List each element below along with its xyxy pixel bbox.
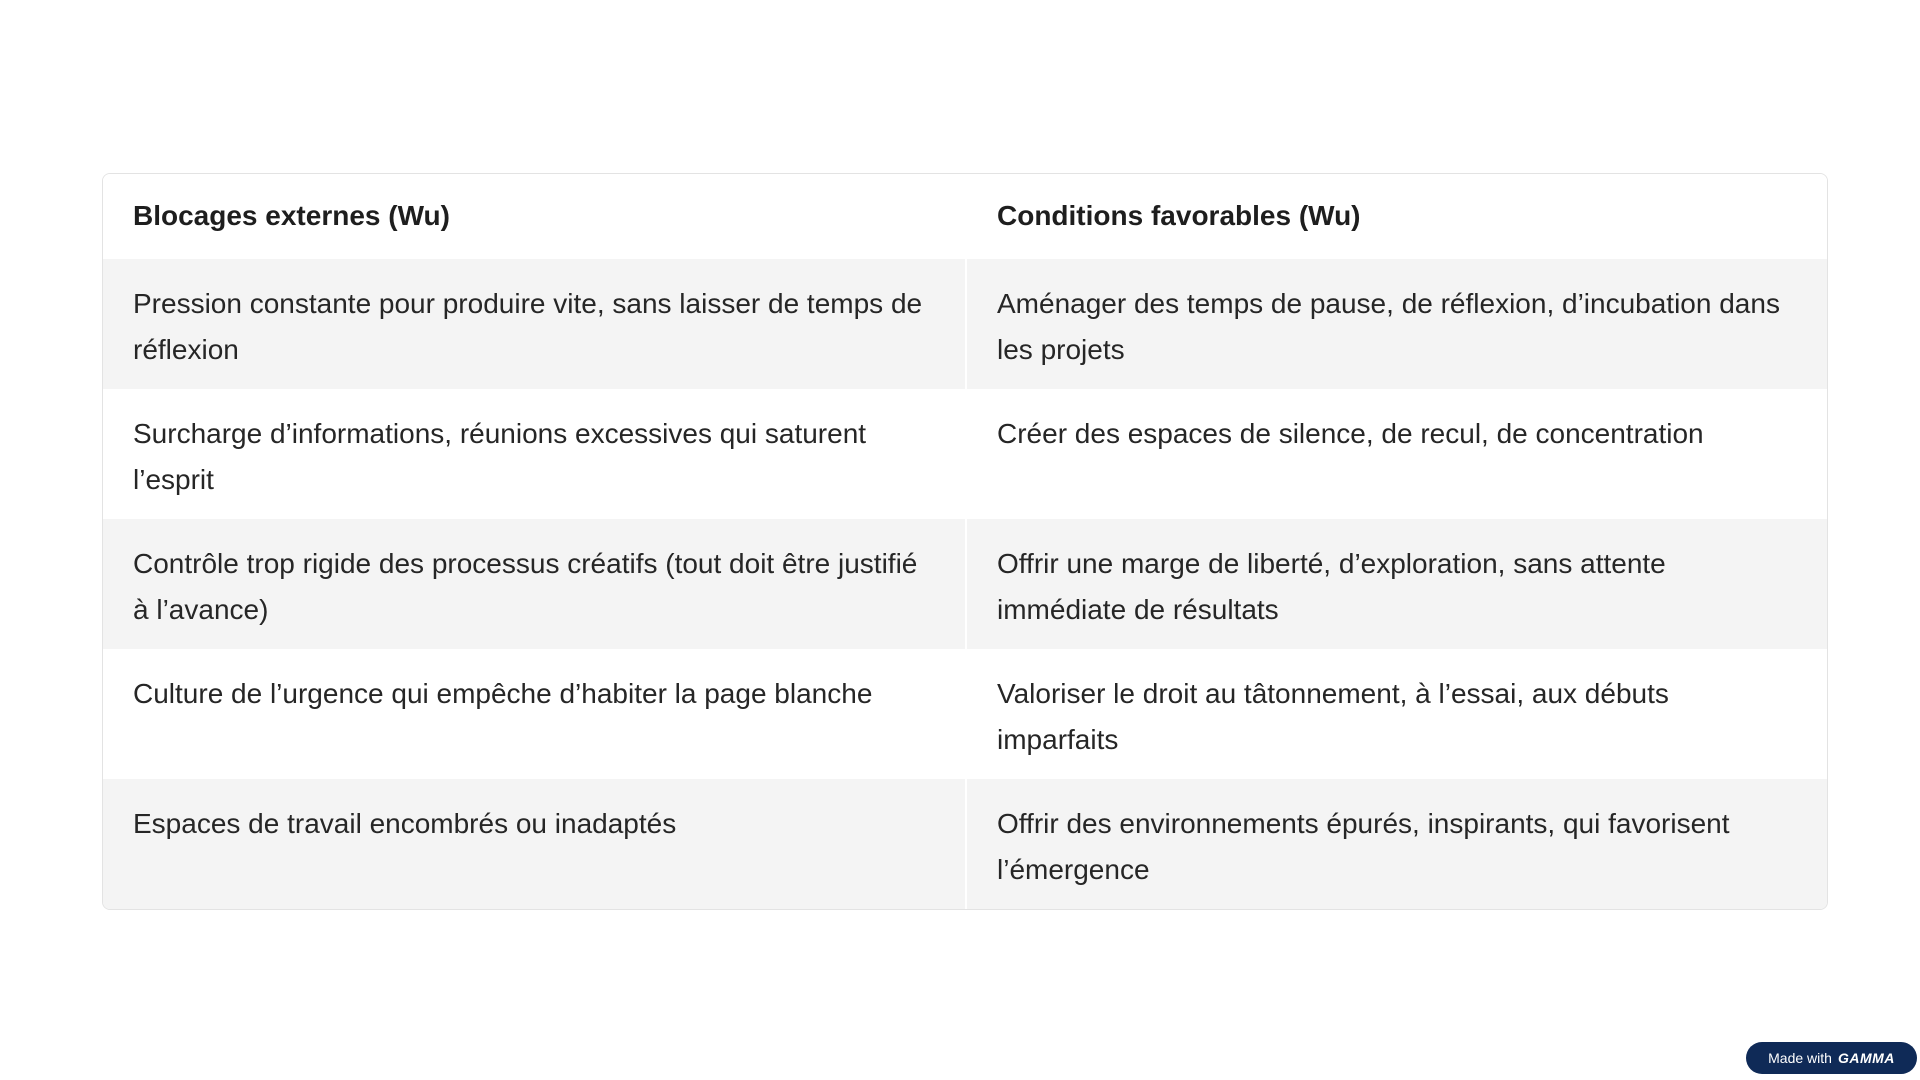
table-row xyxy=(103,649,1827,779)
table-cell: Offrir une marge de liberté, d’exploration, sans attente immédiate de résultats xyxy=(965,519,1827,649)
table-row xyxy=(103,259,1827,389)
table-cell: Pression constante pour produire vite, sans laisser de temps de réflexion xyxy=(103,259,965,389)
header-cell-blocages: Blocages externes (Wu) xyxy=(133,200,450,231)
comparison-table xyxy=(102,173,1828,910)
table-row xyxy=(103,389,1827,519)
table-cell: Aménager des temps de pause, de réflexion, d’incubation dans les projets xyxy=(965,259,1827,389)
gamma-logo: GAMMA xyxy=(1837,1050,1895,1066)
table-cell: Créer des espaces de silence, de recul, de concentration xyxy=(965,389,1827,519)
table-row xyxy=(103,779,1827,909)
table-cell: Valoriser le droit au tâtonnement, à l’essai, aux débuts imparfaits xyxy=(965,649,1827,779)
made-with-gamma-badge[interactable] xyxy=(1746,1042,1917,1074)
table-cell: Offrir des environnements épurés, inspirants, qui favorisent l’émergence xyxy=(965,779,1827,909)
table-cell: Culture de l’urgence qui empêche d’habiter la page blanche xyxy=(103,649,965,779)
table-cell: Surcharge d’informations, réunions excessives qui saturent l’esprit xyxy=(103,389,965,519)
table-cell: Espaces de travail encombrés ou inadaptés xyxy=(103,779,965,909)
table-header-row xyxy=(103,174,1827,259)
header-cell-conditions: Conditions favorables (Wu) xyxy=(965,174,1827,259)
badge-prefix: Made with xyxy=(1768,1050,1832,1066)
table-cell: Contrôle trop rigide des processus créatifs (tout doit être justifié à l’avance) xyxy=(103,519,965,649)
table-row xyxy=(103,519,1827,649)
